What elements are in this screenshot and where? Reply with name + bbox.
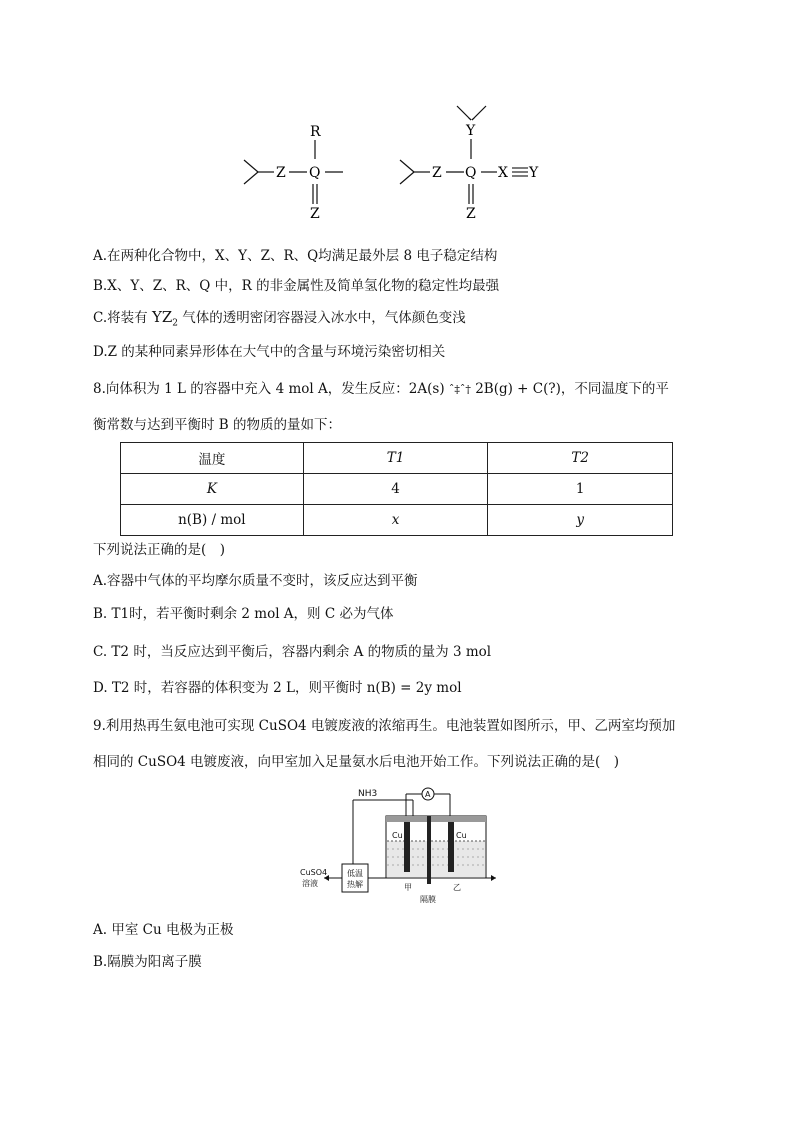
membrane xyxy=(427,816,431,884)
q7-c-sub: 2 xyxy=(172,318,178,329)
q7-option-a: A.在两种化合物中，X、Y、Z、R、Q均满足最外层 8 电子稳定结构 xyxy=(93,248,498,264)
q8-equilibrium-table xyxy=(120,442,673,536)
q8-option-a: A.容器中气体的平均摩尔质量不变时，该反应达到平衡 xyxy=(93,573,418,589)
q8-question: 下列说法正确的是( ) xyxy=(93,542,226,558)
left-z2-label: Z xyxy=(310,206,320,222)
right-z2-label: Z xyxy=(466,206,476,222)
table-cell: x xyxy=(303,505,488,536)
right-molecule-top-bonds xyxy=(447,104,507,126)
q7-option-b: B.X、Y、Z、R、Q 中，R 的非金属性及简单氢化物的稳定性均最强 xyxy=(93,278,500,294)
cuso4-label-1: CuSO4 xyxy=(300,868,328,877)
table-row xyxy=(121,443,673,474)
table-cell: n(B) / mol xyxy=(121,505,304,536)
left-z-label: Z xyxy=(276,165,286,181)
q9-option-a: A. 甲室 Cu 电极为正极 xyxy=(93,922,234,938)
cu-electrode-left xyxy=(404,822,410,872)
left-molecule xyxy=(244,124,343,222)
heater-label-2: 热解 xyxy=(347,880,363,889)
q8-option-b: B. T1时，若平衡时剩余 2 mol A，则 C 必为气体 xyxy=(93,606,394,622)
right-z-label: Z xyxy=(432,165,442,181)
cu-right-label: Cu xyxy=(456,831,467,840)
right-y-right-label: Y xyxy=(529,165,539,181)
right-molecule xyxy=(400,118,539,222)
table-cell: 1 xyxy=(488,474,673,505)
q8-stem-post: ，不同温度下的平 xyxy=(560,381,669,397)
solution xyxy=(387,841,485,877)
q7-c-post: 气体的透明密闭容器浸入冰水中，气体颜色变浅 xyxy=(178,310,466,326)
q9-stem-line1: 9.利用热再生氨电池可实现 CuSO4 电镀废液的浓缩再生。电池装置如图所示，甲、乙两室均预加 xyxy=(93,718,676,734)
table-row xyxy=(121,505,673,536)
cuso4-label-2: 溶液 xyxy=(302,879,318,888)
q8-option-d: D. T2 时，若容器的体积变为 2 L，则平衡时 n(B) = 2y mol xyxy=(93,680,462,696)
q9-option-b: B.隔膜为阳离子膜 xyxy=(93,954,202,970)
left-q-label: Q xyxy=(309,165,321,181)
table-header-cell: T1 xyxy=(303,443,488,474)
table-row xyxy=(121,474,673,505)
molecule-structures xyxy=(0,118,794,228)
table-header-cell: 温度 xyxy=(121,443,304,474)
q9-stem-line2: 相同的 CuSO4 电镀废液，向甲室加入足量氨水后电池开始工作。下列说法正确的是( ) xyxy=(93,754,620,770)
table-header-cell: T2 xyxy=(488,443,673,474)
q7-option-c xyxy=(93,306,466,329)
right-y-top-label: Y xyxy=(466,123,476,139)
nh3-label: NH3 xyxy=(358,789,378,799)
room-right-label: 乙 xyxy=(453,883,461,892)
q7-option-d: D.Z 的某种同素异形体在大气中的含量与环境污染密切相关 xyxy=(93,344,446,360)
q8-reaction-right: 2B(g) + C(?) xyxy=(475,381,561,397)
q8-reaction-arrow: ˆ‡ˆ† xyxy=(448,383,471,396)
q8-stem-line2: 衡常数与达到平衡时 B 的物质的量如下： xyxy=(93,417,342,433)
heater-label-1: 低温 xyxy=(347,869,363,878)
room-left-label: 甲 xyxy=(404,883,412,892)
q7-c-pre: C.将装有 xyxy=(93,310,152,326)
table-cell: K xyxy=(121,474,304,505)
right-x-label: X xyxy=(498,165,508,181)
membrane-label: 隔膜 xyxy=(420,895,436,904)
q7-c-formula: YZ xyxy=(151,308,173,326)
battery-diagram xyxy=(298,786,498,906)
cu-electrode-right xyxy=(448,822,454,872)
q8-stem-line1 xyxy=(93,377,669,397)
table-cell: y xyxy=(488,505,673,536)
right-q-label: Q xyxy=(465,165,477,181)
cu-left-label: Cu xyxy=(392,831,403,840)
q8-option-c: C. T2 时，当反应达到平衡后，容器内剩余 A 的物质的量为 3 mol xyxy=(93,644,492,660)
ammeter-label: A xyxy=(425,790,431,799)
q8-reaction-left: 2A(s) xyxy=(408,381,445,397)
left-r-label: R xyxy=(310,124,321,140)
q8-stem-pre: 8.向体积为 1 L 的容器中充入 4 mol A，发生反应： xyxy=(93,381,409,397)
table-cell: 4 xyxy=(303,474,488,505)
